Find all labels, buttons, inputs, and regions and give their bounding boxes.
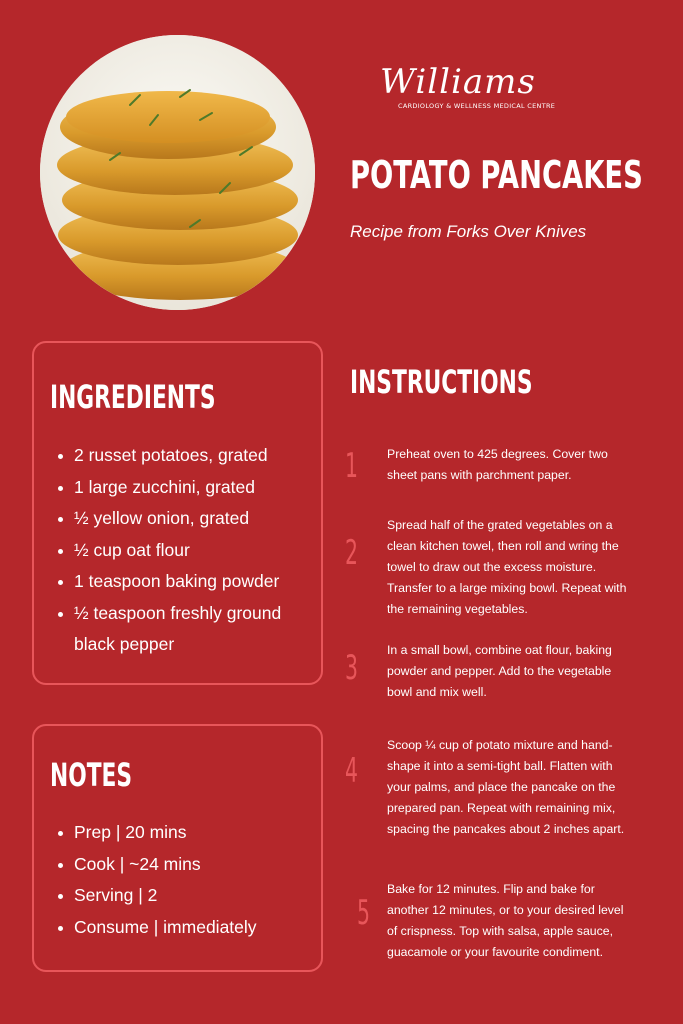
ingredients-heading: INGREDIENTS: [50, 378, 216, 416]
instructions-heading: INSTRUCTIONS: [350, 363, 533, 401]
list-item: 1 teaspoon baking powder: [58, 566, 308, 598]
step-text: Preheat oven to 425 degrees. Cover two sheet pans with parchment paper.: [387, 447, 608, 482]
step-text: Bake for 12 minutes. Flip and bake for another 12 minutes, or to your desired level of crispness. Top with salsa, apple sauce, guacamole or your favourite condiment.: [387, 882, 624, 959]
step-number: 4: [345, 751, 358, 791]
list-item: 2 russet potatoes, grated: [58, 440, 308, 472]
step-number: 5: [357, 893, 370, 933]
williams-logo: [380, 62, 556, 118]
list-item: ½ cup oat flour: [58, 535, 308, 567]
notes-list: [58, 817, 308, 943]
pancake-stack-image: [40, 35, 315, 310]
step-number: 3: [345, 648, 358, 688]
potato-pancakes-photo: [40, 35, 315, 310]
list-item: ½ yellow onion, grated: [58, 503, 308, 535]
step-number: 2: [345, 533, 358, 573]
logo-subtitle: CARDIOLOGY & WELLNESS MEDICAL CENTRE: [398, 102, 556, 110]
list-item: ½ teaspoon freshly ground black pepper: [58, 598, 308, 661]
notes-heading: NOTES: [50, 756, 133, 794]
ingredients-list: [58, 440, 308, 661]
logo-script: Williams: [380, 62, 536, 102]
list-item: Prep | 20 mins: [58, 817, 308, 849]
step-text: Scoop ¼ cup of potato mixture and hand-shape it into a semi-tight ball. Flatten with your palms, and place the pancake on the prepared pan. Repeat with remaining mix, spacing the pancakes about 2 inches apart.: [387, 738, 625, 836]
list-item: Cook | ~24 mins: [58, 849, 308, 881]
step-text: In a small bowl, combine oat flour, baking powder and pepper. Add to the vegetable bowl and mix well.: [387, 643, 612, 699]
step-text: Spread half of the grated vegetables on a clean kitchen towel, then roll and wring the towel to draw out the excess moisture. Transfer to a large mixing bowl. Repeat with the remaining vegetables.: [387, 518, 627, 616]
list-item: 1 large zucchini, grated: [58, 472, 308, 504]
recipe-title: POTATO PANCAKES: [350, 153, 643, 197]
list-item: Serving | 2: [58, 880, 308, 912]
list-item: Consume | immediately: [58, 912, 308, 944]
step-number: 1: [345, 446, 358, 486]
recipe-source: Recipe from Forks Over Knives: [350, 222, 587, 241]
